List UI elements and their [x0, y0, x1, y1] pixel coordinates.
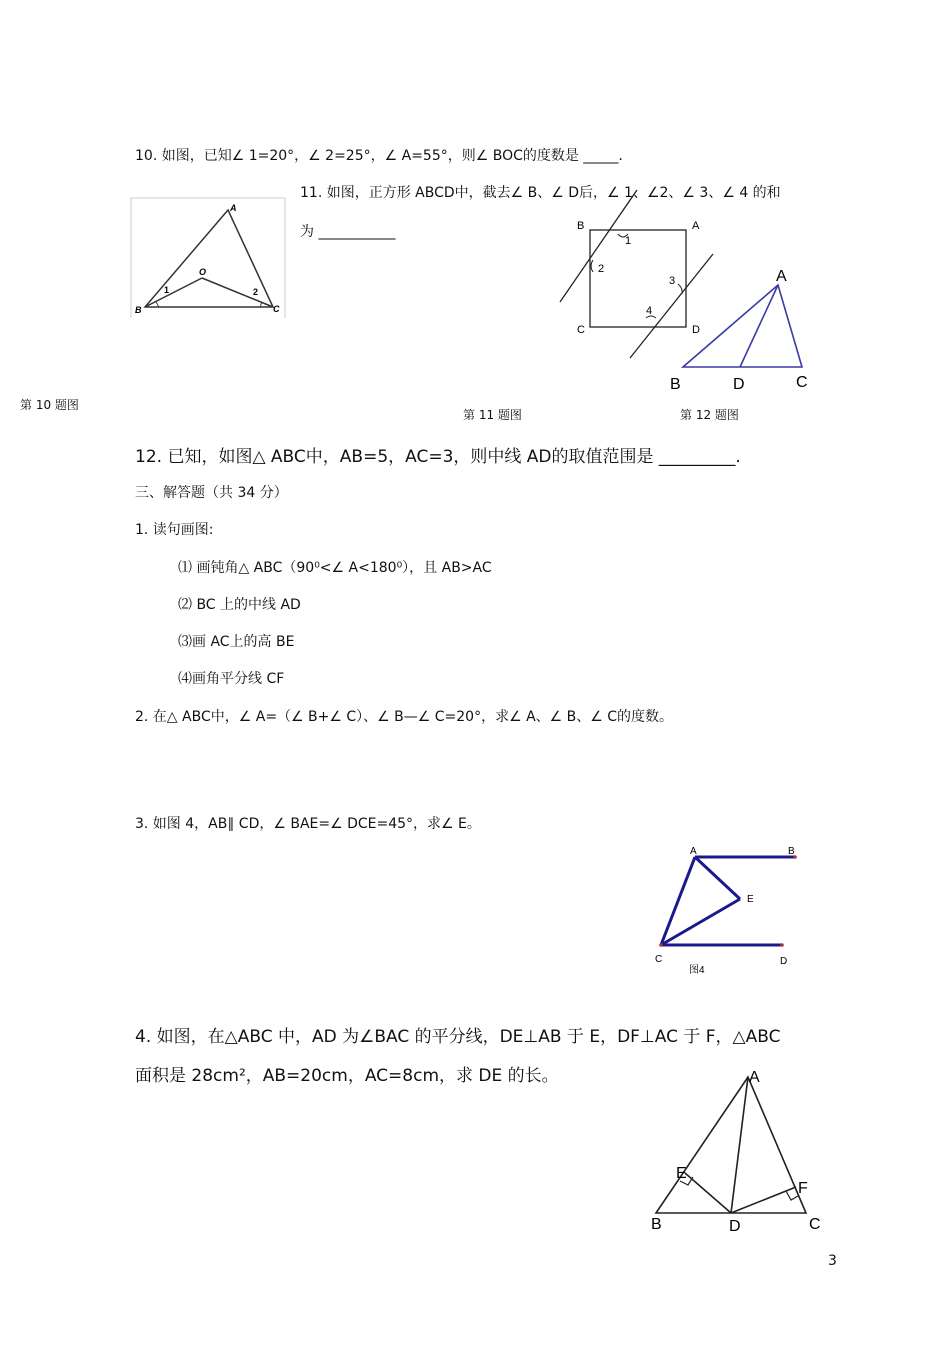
q11-line2: 为 ___________	[300, 224, 396, 240]
p4-label-E: E	[676, 1165, 687, 1182]
page-number: 3	[828, 1253, 837, 1269]
p1-intro: 1. 读句画图:	[135, 522, 214, 538]
q10-label-1: 1	[164, 285, 170, 295]
q11-label-1: 1	[625, 235, 632, 247]
p4-label-B: B	[651, 1216, 662, 1233]
q11-label-B: B	[577, 220, 585, 232]
q10-text: 10. 如图，已知∠ 1=20°，∠ 2=25°，∠ A=55°，则∠ BOC的度数是 _____.	[135, 148, 623, 164]
q10-label-2: 2	[253, 287, 259, 297]
p3-label-B: B	[788, 846, 795, 857]
p3-text: 3. 如图 4，AB∥ CD，∠ BAE=∠ DCE=45°，求∠ E。	[135, 816, 481, 832]
q10-label-O: O	[199, 267, 207, 277]
p4-figure	[645, 1065, 835, 1240]
p3-label-E: E	[747, 894, 754, 905]
p3-figure	[650, 842, 800, 976]
p4-label-C: C	[809, 1216, 821, 1233]
p3-label-D: D	[780, 956, 788, 967]
q12-text: 12. 已知，如图△ ABC中，AB=5，AC=3，则中线 AD的取值范围是 _________.	[135, 447, 741, 467]
p3-caption: 图4	[689, 965, 705, 976]
q11-label-A: A	[692, 220, 700, 232]
p3-label-A: A	[690, 846, 697, 857]
p1-item-3: ⑶画 AC上的高 BE	[178, 634, 295, 650]
p1-item-2: ⑵ BC 上的中线 AD	[178, 597, 301, 613]
q12-figure	[665, 265, 825, 395]
q10-caption: 第 10 题图	[20, 398, 79, 412]
q12-label-D: D	[733, 376, 745, 393]
q10-figure	[130, 198, 290, 323]
q11-label-D: D	[692, 324, 700, 336]
q10-label-B: B	[135, 305, 142, 315]
p4-label-F: F	[798, 1180, 808, 1197]
q12-label-C: C	[796, 374, 808, 391]
p4-line1: 4. 如图，在△ABC 中，AD 为∠BAC 的平分线，DE⊥AB 于 E，DF⊥AC 于 F，△ABC	[135, 1027, 781, 1047]
p2-text: 2. 在△ ABC中，∠ A=（∠ B+∠ C）、∠ B—∠ C=20°，求∠ A、∠ B、∠ C的度数。	[135, 709, 674, 725]
p1-item-1: ⑴ 画钝角△ ABC（90⁰<∠ A<180⁰），且 AB>AC	[178, 560, 492, 576]
p3-label-C: C	[655, 954, 663, 965]
q12-label-A: A	[776, 268, 787, 285]
q12-caption: 第 12 题图	[680, 408, 739, 422]
q12-label-B: B	[670, 376, 681, 393]
q11-label-3: 3	[669, 275, 676, 287]
p4-line2: 面积是 28cm²，AB=20cm，AC=8cm，求 DE 的长。	[135, 1066, 559, 1086]
q11-caption: 第 11 题图	[463, 408, 522, 422]
q11-label-2: 2	[598, 263, 605, 275]
p1-item-4: ⑷画角平分线 CF	[178, 671, 285, 687]
q11-label-C: C	[577, 324, 585, 336]
q10-label-A: A	[230, 203, 237, 213]
q11-line1: 11. 如图，正方形 ABCD中，截去∠ B、∠ D后，∠ 1、∠2、∠ 3、∠ 4 的和	[300, 185, 781, 201]
q10-label-C: C	[273, 304, 280, 314]
section3-heading: 三、解答题（共 34 分）	[135, 485, 288, 501]
p4-label-D: D	[729, 1218, 741, 1235]
p4-label-A: A	[749, 1069, 760, 1086]
q11-label-4: 4	[646, 305, 653, 317]
